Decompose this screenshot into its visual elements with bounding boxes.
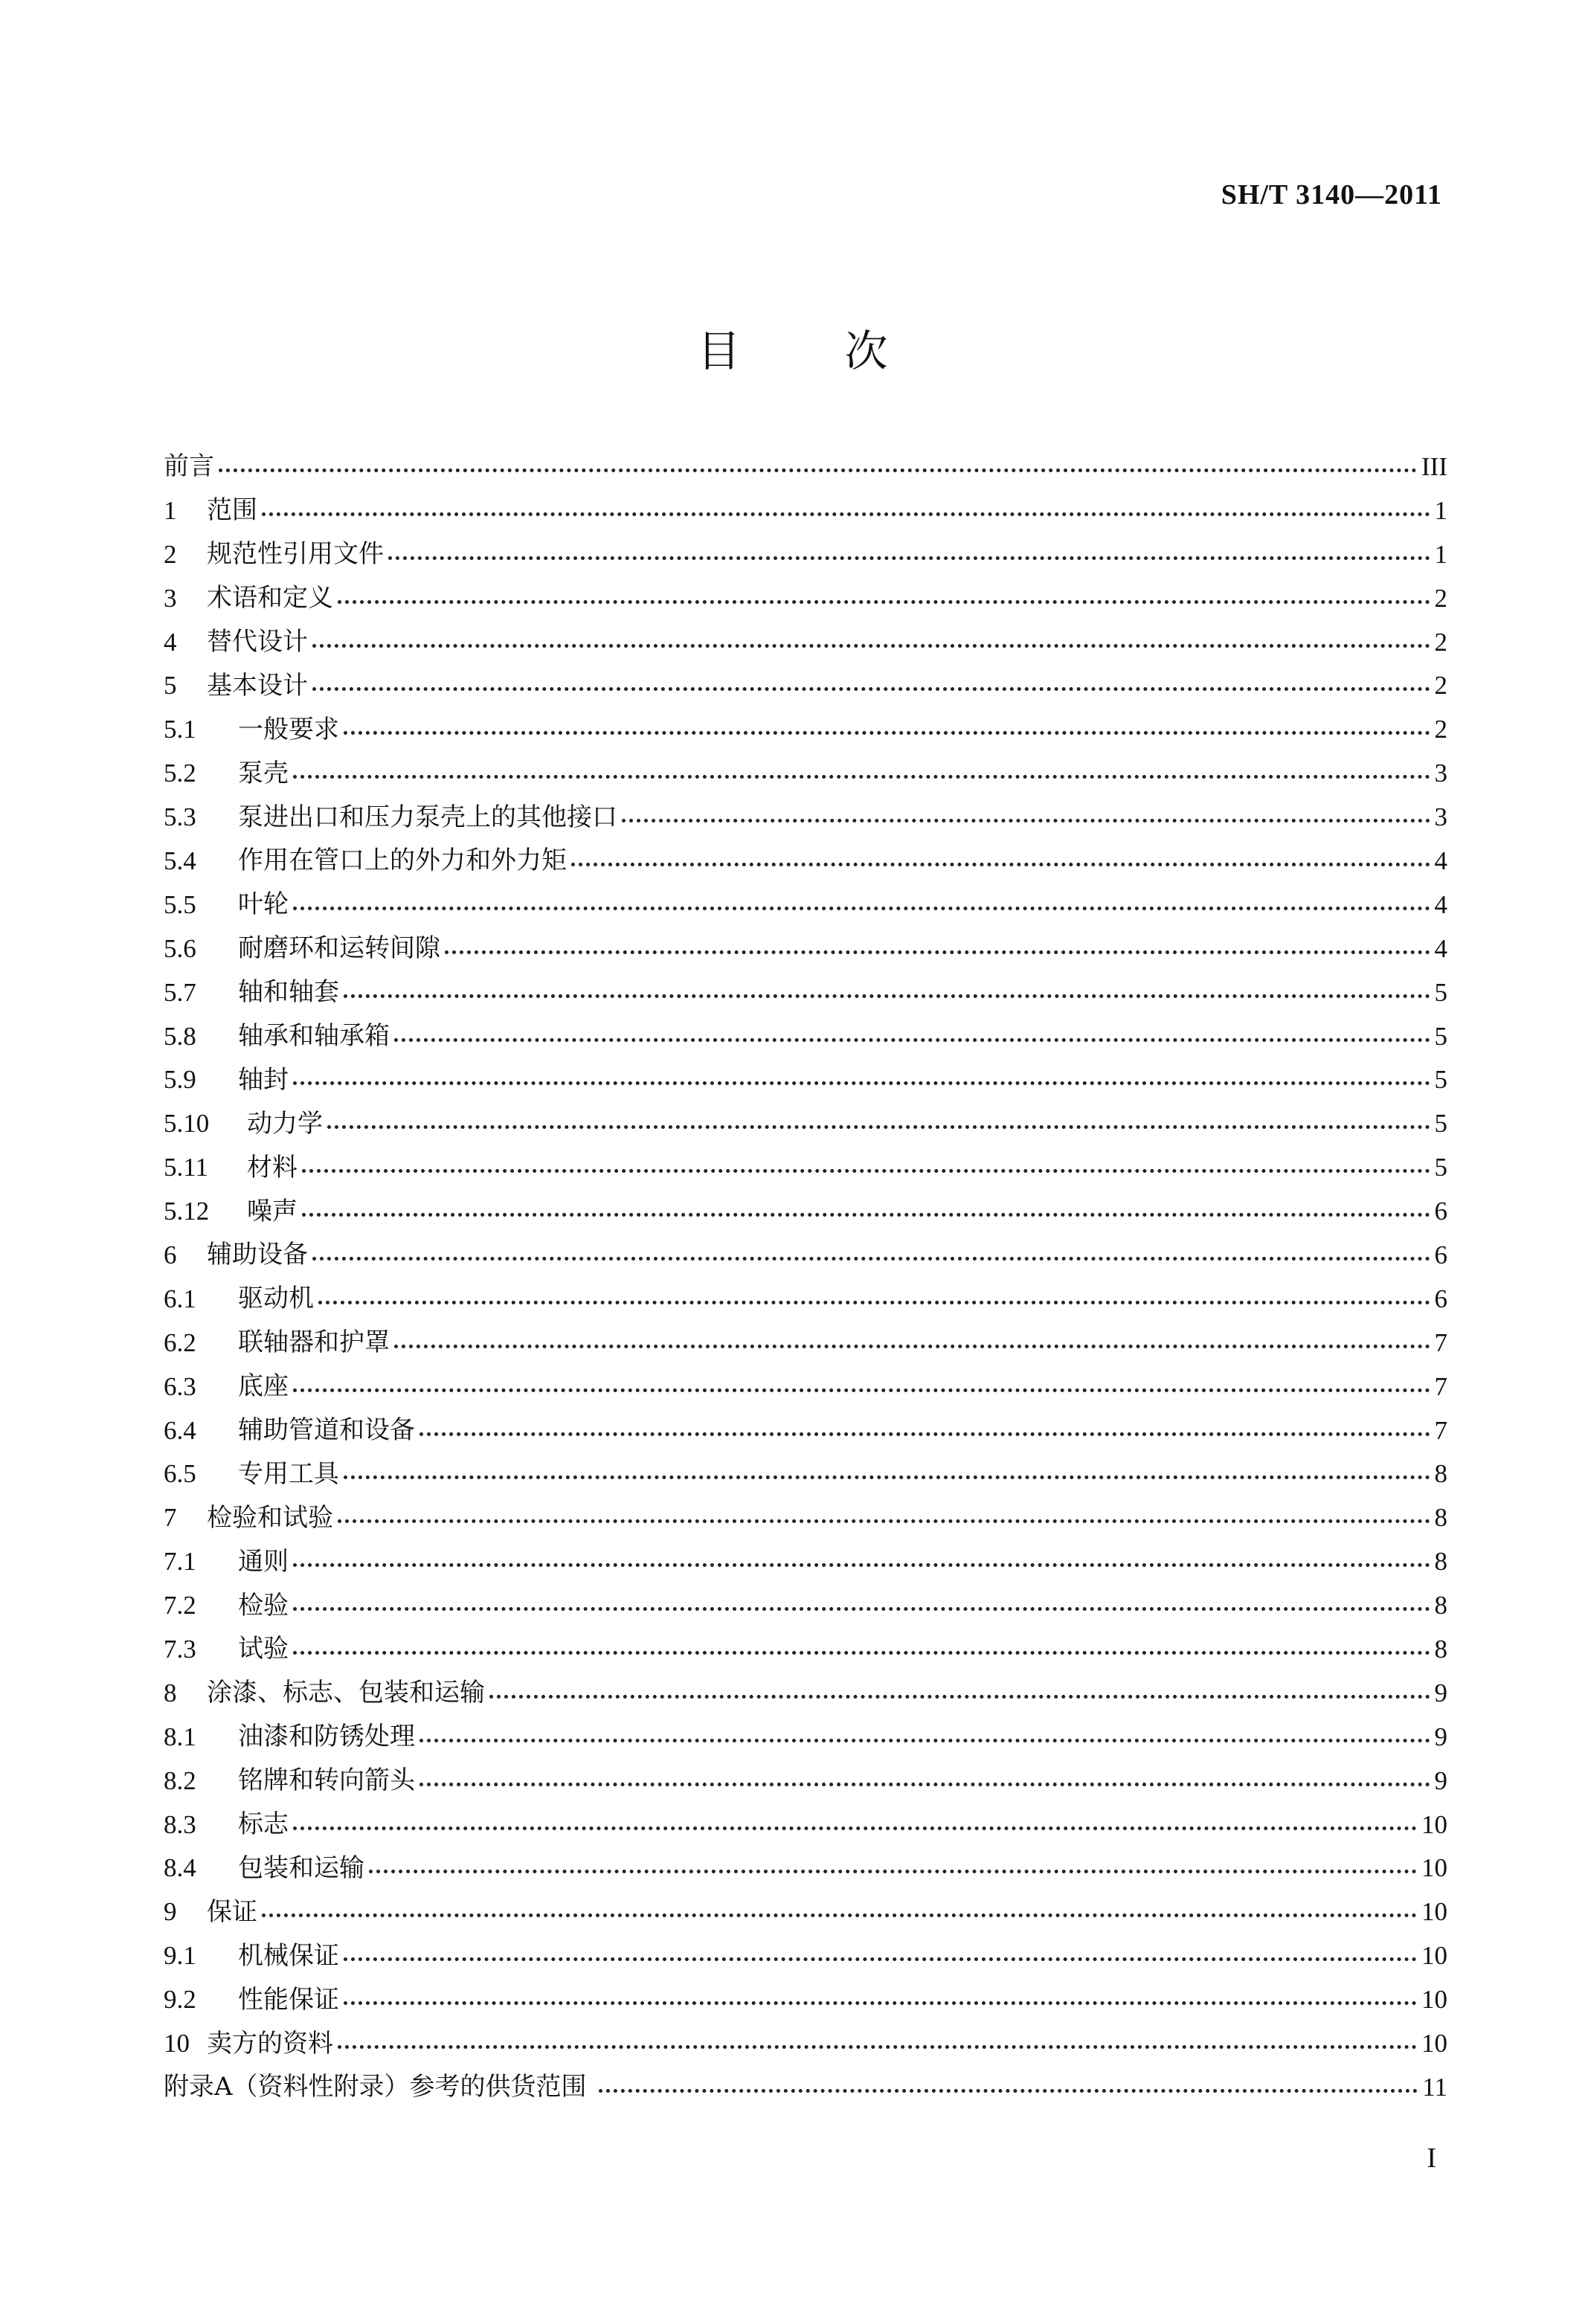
toc-entry[interactable] bbox=[164, 883, 1447, 927]
toc-entry-title: 动力学 bbox=[247, 1108, 323, 1139]
toc-entry-page: 2 bbox=[1434, 671, 1447, 701]
toc-entry-page: 5 bbox=[1434, 1109, 1447, 1139]
toc-entry-page: 2 bbox=[1434, 715, 1447, 744]
toc-entry-number: 7.3 bbox=[164, 1634, 196, 1664]
dot-leader bbox=[445, 940, 1430, 954]
toc-entry-title: 底座 bbox=[238, 1371, 289, 1402]
toc-entry-number: 5.1 bbox=[164, 715, 196, 744]
toc-entry-number: 6.3 bbox=[164, 1371, 196, 1401]
toc-entry-page: 2 bbox=[1434, 627, 1447, 657]
toc-entry[interactable] bbox=[164, 663, 1447, 707]
toc-entry[interactable] bbox=[164, 1759, 1447, 1803]
dot-leader bbox=[293, 1597, 1430, 1611]
dot-leader bbox=[302, 1203, 1430, 1217]
toc-entry-number: 6.2 bbox=[164, 1327, 196, 1357]
toc-entry-number: 9 bbox=[164, 1897, 177, 1927]
toc-entry[interactable] bbox=[164, 532, 1447, 576]
dot-leader bbox=[318, 1290, 1430, 1304]
toc-entry-title: 包装和运输 bbox=[238, 1853, 364, 1883]
toc-entry[interactable] bbox=[164, 1058, 1447, 1101]
toc-entry-page: 5 bbox=[1434, 1065, 1447, 1095]
toc-entry-title: 附录A（资料性附录）参考的供货范围 bbox=[164, 2072, 595, 2102]
toc-entry[interactable] bbox=[164, 1014, 1447, 1058]
toc-entry-page: 4 bbox=[1434, 933, 1447, 963]
toc-entry[interactable] bbox=[164, 445, 1447, 489]
toc-entry-page: 8 bbox=[1434, 1547, 1447, 1577]
toc-entry-title: 专用工具 bbox=[238, 1458, 339, 1489]
toc-entry-page: III bbox=[1421, 451, 1447, 481]
toc-entry-number: 8.1 bbox=[164, 1722, 196, 1751]
toc-entry-page: 1 bbox=[1434, 539, 1447, 569]
toc-entry-number: 9.1 bbox=[164, 1941, 196, 1971]
toc-entry-page: 8 bbox=[1434, 1634, 1447, 1664]
toc-entry-page: 7 bbox=[1434, 1415, 1447, 1445]
dot-leader bbox=[419, 1772, 1430, 1786]
toc-entry[interactable] bbox=[164, 1496, 1447, 1539]
toc-entry-title: 保证 bbox=[207, 1896, 257, 1927]
toc-entry-title: 涂漆、标志、包装和运输 bbox=[207, 1678, 485, 1708]
toc-entry[interactable] bbox=[164, 1539, 1447, 1583]
toc-entry[interactable] bbox=[164, 1977, 1447, 2021]
page-title: 目次 bbox=[697, 326, 992, 376]
toc-entry-page: 10 bbox=[1421, 1941, 1447, 1971]
toc-entry-page: 9 bbox=[1434, 1765, 1447, 1795]
toc-entry-page: 1 bbox=[1434, 495, 1447, 525]
toc-entry[interactable] bbox=[164, 1321, 1447, 1365]
dot-leader bbox=[262, 502, 1430, 516]
toc-entry[interactable] bbox=[164, 1365, 1447, 1409]
toc-entry-page: 8 bbox=[1434, 1459, 1447, 1489]
toc-entry-page: 7 bbox=[1434, 1371, 1447, 1401]
toc-entry[interactable] bbox=[164, 489, 1447, 532]
toc-entry[interactable] bbox=[164, 751, 1447, 795]
toc-entry-page: 5 bbox=[1434, 1021, 1447, 1051]
toc-entry[interactable] bbox=[164, 1101, 1447, 1145]
dot-leader bbox=[388, 546, 1430, 560]
dot-leader bbox=[344, 721, 1430, 735]
toc-entry-number: 8.2 bbox=[164, 1765, 196, 1795]
toc-entry-number: 5.12 bbox=[164, 1197, 210, 1226]
toc-entry-title: 基本设计 bbox=[207, 670, 308, 701]
toc-entry-number: 1 bbox=[164, 495, 177, 525]
toc-entry-number: 8.3 bbox=[164, 1809, 196, 1839]
toc-entry[interactable] bbox=[164, 1847, 1447, 1890]
toc-entry[interactable] bbox=[164, 971, 1447, 1014]
toc-entry-title: 一般要求 bbox=[238, 714, 339, 744]
toc-entry-page: 3 bbox=[1434, 802, 1447, 832]
toc-entry-title: 油漆和防锈处理 bbox=[238, 1722, 415, 1752]
dot-leader bbox=[599, 2079, 1418, 2093]
toc-entry-title: 试验 bbox=[238, 1634, 289, 1664]
toc-entry-number: 5 bbox=[164, 671, 177, 701]
table-of-contents bbox=[164, 445, 1447, 2109]
toc-entry-page: 11 bbox=[1422, 2072, 1447, 2102]
toc-entry-page: 6 bbox=[1434, 1197, 1447, 1226]
toc-entry-number: 8 bbox=[164, 1678, 177, 1707]
toc-entry-number: 2 bbox=[164, 539, 177, 569]
toc-entry-number: 5.4 bbox=[164, 846, 196, 875]
dot-leader bbox=[312, 634, 1430, 648]
toc-entry-title: 铭牌和转向箭头 bbox=[238, 1765, 415, 1796]
toc-entry[interactable] bbox=[164, 1409, 1447, 1452]
dot-leader bbox=[219, 458, 1417, 472]
toc-entry-title: 噪声 bbox=[247, 1196, 298, 1226]
toc-entry-number: 5.9 bbox=[164, 1065, 196, 1095]
toc-entry[interactable] bbox=[164, 1715, 1447, 1759]
toc-entry-page: 8 bbox=[1434, 1503, 1447, 1533]
toc-entry-page: 5 bbox=[1434, 977, 1447, 1007]
dot-leader bbox=[419, 1728, 1430, 1742]
toc-entry-title: 范围 bbox=[207, 495, 257, 526]
toc-entry-page: 7 bbox=[1434, 1327, 1447, 1357]
dot-leader bbox=[489, 1684, 1430, 1699]
toc-entry-title: 卖方的资料 bbox=[207, 2028, 333, 2059]
toc-entry-number: 5.10 bbox=[164, 1109, 210, 1139]
toc-entry-number: 5.7 bbox=[164, 977, 196, 1007]
dot-leader bbox=[338, 1509, 1430, 1523]
toc-entry-number: 4 bbox=[164, 627, 177, 657]
toc-entry-title: 性能保证 bbox=[238, 1984, 339, 2015]
dot-leader bbox=[571, 852, 1430, 866]
toc-entry-number: 7.2 bbox=[164, 1591, 196, 1620]
toc-entry-number: 7 bbox=[164, 1503, 177, 1533]
toc-entry[interactable] bbox=[164, 707, 1447, 751]
toc-entry-number: 5.2 bbox=[164, 759, 196, 788]
toc-entry-title: 泵进出口和压力泵壳上的其他接口 bbox=[238, 802, 617, 832]
toc-entry-number: 5.3 bbox=[164, 802, 196, 832]
toc-entry-number: 9.2 bbox=[164, 1985, 196, 2015]
toc-entry[interactable] bbox=[164, 1145, 1447, 1189]
dot-leader bbox=[344, 1465, 1430, 1479]
toc-entry-title: 轴和轴套 bbox=[238, 977, 339, 1008]
dot-leader bbox=[369, 1859, 1417, 1873]
dot-leader bbox=[312, 677, 1430, 691]
dot-leader bbox=[622, 808, 1430, 823]
toc-entry-title: 替代设计 bbox=[207, 627, 308, 657]
toc-entry-number: 6.5 bbox=[164, 1459, 196, 1489]
toc-entry[interactable] bbox=[164, 927, 1447, 971]
toc-entry-title: 检验 bbox=[238, 1590, 289, 1620]
toc-entry-title: 耐磨环和运转间隙 bbox=[238, 933, 440, 964]
dot-leader bbox=[293, 765, 1430, 779]
toc-entry-number: 6 bbox=[164, 1240, 177, 1269]
page-number: I bbox=[1427, 2143, 1436, 2174]
dot-leader bbox=[302, 1159, 1430, 1173]
toc-entry-title: 术语和定义 bbox=[207, 583, 333, 614]
dot-leader bbox=[293, 1553, 1430, 1567]
dot-leader bbox=[394, 1334, 1430, 1348]
toc-entry-title: 轴承和轴承箱 bbox=[238, 1021, 390, 1052]
toc-entry[interactable] bbox=[164, 1277, 1447, 1321]
toc-entry-page: 4 bbox=[1434, 846, 1447, 875]
toc-entry-page: 3 bbox=[1434, 759, 1447, 788]
toc-entry-title: 辅助设备 bbox=[207, 1240, 308, 1270]
toc-entry-title: 前言 bbox=[164, 451, 214, 482]
dot-leader bbox=[419, 1422, 1430, 1436]
toc-entry[interactable] bbox=[164, 1671, 1447, 1715]
dot-leader bbox=[293, 1641, 1430, 1655]
toc-entry[interactable] bbox=[164, 1452, 1447, 1496]
dot-leader bbox=[327, 1115, 1430, 1129]
toc-entry-page: 6 bbox=[1434, 1284, 1447, 1313]
toc-entry-title: 辅助管道和设备 bbox=[238, 1415, 415, 1446]
dot-leader bbox=[344, 984, 1430, 998]
toc-entry[interactable] bbox=[164, 839, 1447, 883]
dot-leader bbox=[293, 1378, 1430, 1392]
toc-entry-title: 轴封 bbox=[238, 1064, 289, 1095]
toc-entry-number: 5.5 bbox=[164, 889, 196, 919]
dot-leader bbox=[262, 1903, 1417, 1917]
toc-entry[interactable] bbox=[164, 1803, 1447, 1847]
toc-entry-page: 8 bbox=[1434, 1591, 1447, 1620]
toc-entry-number: 10 bbox=[164, 2029, 190, 2058]
toc-entry-page: 9 bbox=[1434, 1722, 1447, 1751]
document-code: SH/T 3140—2011 bbox=[1221, 179, 1442, 210]
toc-entry-title: 通则 bbox=[238, 1546, 289, 1577]
toc-entry-title: 规范性引用文件 bbox=[207, 539, 384, 570]
toc-entry-title: 作用在管口上的外力和外力矩 bbox=[238, 846, 567, 876]
toc-entry-page: 10 bbox=[1421, 1897, 1447, 1927]
toc-entry[interactable] bbox=[164, 795, 1447, 839]
toc-entry-title: 材料 bbox=[247, 1152, 298, 1182]
toc-entry-page: 10 bbox=[1421, 2029, 1447, 2058]
toc-entry[interactable] bbox=[164, 2065, 1447, 2109]
toc-entry-title: 驱动机 bbox=[238, 1284, 314, 1314]
toc-entry-number: 5.11 bbox=[164, 1153, 208, 1182]
toc-entry-page: 2 bbox=[1434, 583, 1447, 613]
toc-entry[interactable] bbox=[164, 2021, 1447, 2065]
toc-entry-number: 7.1 bbox=[164, 1547, 196, 1577]
toc-entry-page: 10 bbox=[1421, 1853, 1447, 1883]
toc-entry-page: 5 bbox=[1434, 1153, 1447, 1182]
toc-entry[interactable] bbox=[164, 620, 1447, 664]
dot-leader bbox=[338, 590, 1430, 604]
toc-entry-page: 9 bbox=[1434, 1678, 1447, 1707]
dot-leader bbox=[293, 1816, 1417, 1830]
toc-entry-title: 标志 bbox=[238, 1809, 289, 1840]
toc-entry-page: 6 bbox=[1434, 1240, 1447, 1269]
toc-entry[interactable] bbox=[164, 1627, 1447, 1671]
toc-entry-number: 3 bbox=[164, 583, 177, 613]
toc-entry-title: 机械保证 bbox=[238, 1940, 339, 1971]
toc-entry[interactable] bbox=[164, 1934, 1447, 1977]
toc-entry[interactable] bbox=[164, 1890, 1447, 1934]
dot-leader bbox=[312, 1246, 1430, 1261]
toc-entry-page: 10 bbox=[1421, 1985, 1447, 2015]
toc-entry[interactable] bbox=[164, 576, 1447, 620]
dot-leader bbox=[293, 1071, 1430, 1085]
toc-entry-number: 5.8 bbox=[164, 1021, 196, 1051]
toc-entry-number: 8.4 bbox=[164, 1853, 196, 1883]
toc-entry[interactable] bbox=[164, 1233, 1447, 1277]
toc-entry-title: 检验和试验 bbox=[207, 1502, 333, 1533]
dot-leader bbox=[394, 1028, 1430, 1042]
dot-leader bbox=[293, 896, 1430, 910]
dot-leader bbox=[338, 2035, 1417, 2049]
dot-leader bbox=[344, 1947, 1417, 1961]
toc-entry-number: 5.6 bbox=[164, 933, 196, 963]
toc-entry-number: 6.4 bbox=[164, 1415, 196, 1445]
toc-entry-page: 4 bbox=[1434, 889, 1447, 919]
toc-entry[interactable] bbox=[164, 1583, 1447, 1627]
toc-entry-title: 泵壳 bbox=[238, 758, 289, 788]
toc-entry-page: 10 bbox=[1421, 1809, 1447, 1839]
dot-leader bbox=[344, 1991, 1417, 2005]
toc-entry-title: 叶轮 bbox=[238, 889, 289, 920]
toc-entry[interactable] bbox=[164, 1189, 1447, 1233]
toc-entry-title: 联轴器和护罩 bbox=[238, 1327, 390, 1358]
toc-entry-number: 6.1 bbox=[164, 1284, 196, 1313]
